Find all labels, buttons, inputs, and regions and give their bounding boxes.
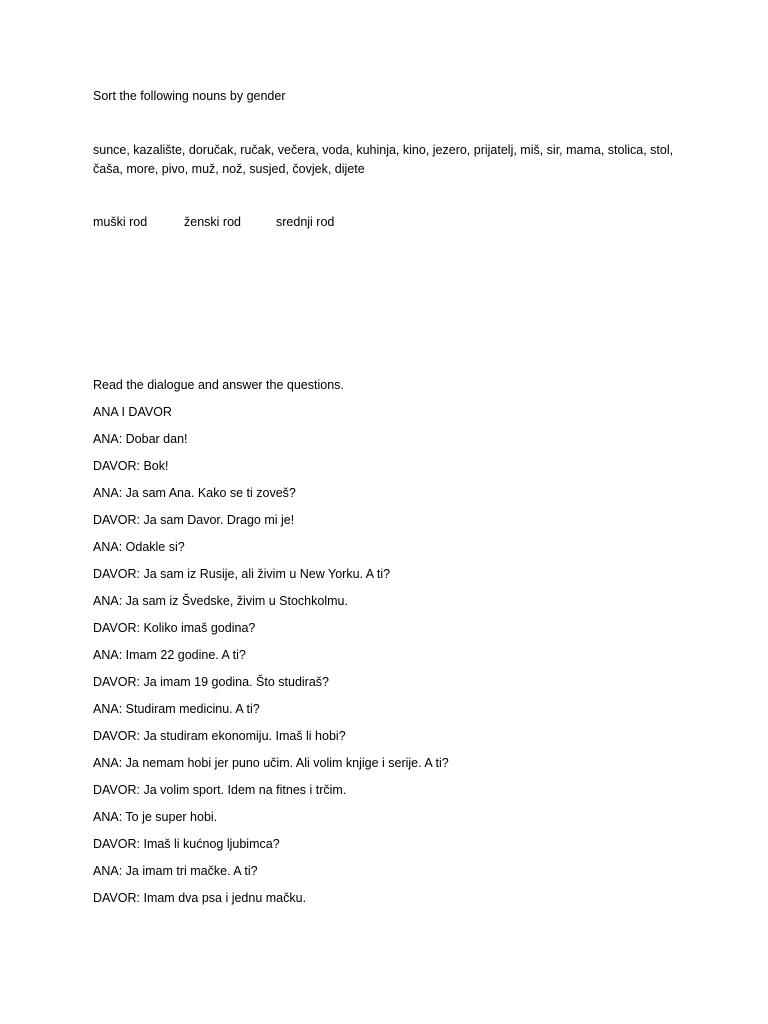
dialogue-line: DAVOR: Koliko imaš godina? <box>93 621 256 635</box>
dialogue-line: DAVOR: Ja volim sport. Idem na fitnes i trčim. <box>93 783 347 797</box>
dialogue-line: ANA: Dobar dan! <box>93 432 188 446</box>
dialogue-line: ANA: Imam 22 godine. A ti? <box>93 648 246 662</box>
gender-neuter: srednji rod <box>276 215 335 229</box>
gender-masculine: muški rod <box>93 215 148 229</box>
dialogue-line: DAVOR: Bok! <box>93 459 169 473</box>
dialogue-line: DAVOR: Ja sam iz Rusije, ali živim u New Yorku. A ti? <box>93 567 391 581</box>
dialogue-line: DAVOR: Imaš li kućnog ljubimca? <box>93 837 280 851</box>
gender-feminine: ženski rod <box>184 215 241 229</box>
dialogue-line: ANA: Ja nemam hobi jer puno učim. Ali volim knjige i serije. A ti? <box>93 756 449 770</box>
dialogue-line: ANA: Ja sam Ana. Kako se ti zoveš? <box>93 486 296 500</box>
dialogue-line: ANA: Studiram medicinu. A ti? <box>93 702 260 716</box>
dialogue-line: DAVOR: Ja imam 19 godina. Što studiraš? <box>93 675 329 689</box>
dialogue-line: ANA: Ja imam tri mačke. A ti? <box>93 864 258 878</box>
dialogue-line: ANA: To je super hobi. <box>93 810 218 824</box>
dialogue-line: DAVOR: Imam dva psa i jednu mačku. <box>93 891 307 905</box>
dialogue-line: DAVOR: Ja studiram ekonomiju. Imaš li hobi? <box>93 729 346 743</box>
sort-instruction: Sort the following nouns by gender <box>93 89 286 103</box>
dialogue-line: DAVOR: Ja sam Davor. Drago mi je! <box>93 513 295 527</box>
dialogue-line: ANA: Odakle si? <box>93 540 185 554</box>
dialogue-line: ANA: Ja sam iz Švedske, živim u Stochkolmu. <box>93 594 348 608</box>
dialogue <box>93 403 449 916</box>
dialogue-instruction: Read the dialogue and answer the questions. <box>93 378 344 392</box>
noun-list: sunce, kazalište, doručak, ručak, večera, voda, kuhinja, kino, jezero, prijatelj, miš, sir, mama, stolica, stol, čaša, more, pivo, muž, nož, susjed, čovjek, dijete <box>93 143 674 176</box>
dialogue-title: ANA I DAVOR <box>93 405 172 419</box>
